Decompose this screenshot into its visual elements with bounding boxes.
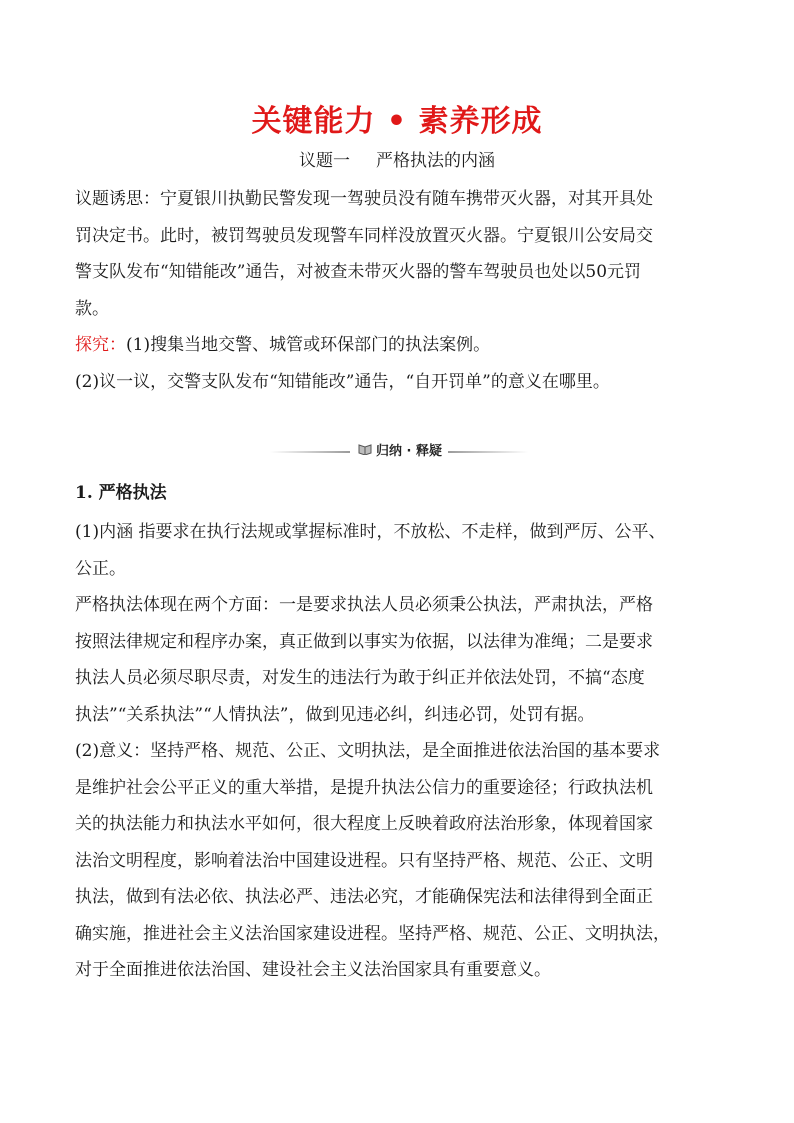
section-heading: 1. 严格执法 bbox=[75, 483, 167, 503]
divider-label: 归纳 · 释疑 bbox=[376, 443, 442, 459]
explore-line-1 bbox=[75, 327, 723, 364]
intro-line: 罚决定书。此时，被罚驾驶员发现警车同样没放置灭火器。宁夏银川公安局交 bbox=[75, 225, 653, 246]
book-icon bbox=[358, 443, 372, 455]
intro-line: 议题诱思：宁夏银川执勤民警发现一驾驶员没有随车携带灭火器，对其开具处 bbox=[75, 189, 653, 209]
intro-line: 警支队发布“知错能改”通告，对被查未带灭火器的警车驾驶员也处以50元罚 bbox=[75, 262, 642, 282]
topic-number: 议题一 bbox=[299, 151, 350, 171]
explore-item-2: (2)议一议，交警支队发布“知错能改”通告，“自开罚单”的意义在哪里。 bbox=[75, 371, 610, 392]
body-line: 严格执法体现在两个方面：一是要求执法人员必须秉公执法，严肃执法，严格 bbox=[75, 595, 653, 615]
page-title: 关键能力 • 素养形成 bbox=[251, 104, 543, 139]
body-line: 确实施，推进社会主义法治国家建设进程。坚持严格、规范、公正、文明执法， bbox=[75, 923, 670, 944]
body-line: 执法，做到有法必依、执法必严、违法必究，才能确保宪法和法律得到全面正 bbox=[75, 887, 653, 907]
body-line: 执法人员必须尽职尽责，对发生的违法行为敢于纠正并依法处罚，不搞“态度 bbox=[75, 668, 645, 688]
body-line: (1)内涵 指要求在执行法规或掌握标准时，不放松、不走样，做到严厉、公平、 bbox=[75, 522, 666, 542]
divider-rule-right bbox=[448, 451, 528, 453]
explore-label: 探究： bbox=[75, 335, 126, 355]
body-line: (2)意义：坚持严格、规范、公正、文明执法，是全面推进依法治国的基本要求 bbox=[75, 741, 661, 761]
intro-line: 款。 bbox=[75, 298, 109, 319]
intro-block bbox=[75, 181, 723, 400]
section-body bbox=[75, 514, 723, 989]
body-line: 按照法律规定和程序办案，真正做到以事实为依据，以法律为准绳；二是要求 bbox=[75, 631, 653, 652]
body-line: 是维护社会公平正义的重大举措，是提升执法公信力的重要途径；行政执法机 bbox=[75, 777, 653, 798]
topic-name: 严格执法的内涵 bbox=[376, 151, 495, 171]
body-line: 执法”“关系执法”“人情执法”，做到见违必纠，纠违必罚，处罚有据。 bbox=[75, 704, 595, 725]
divider-badge bbox=[354, 439, 446, 459]
body-line: 关的执法能力和执法水平如何，很大程度上反映着政府法治形象，体现着国家 bbox=[75, 814, 653, 834]
topic-subtitle bbox=[0, 146, 794, 171]
divider-rule-left bbox=[270, 451, 350, 453]
body-line: 法治文明程度，影响着法治中国建设进程。只有坚持严格、规范、公正、文明 bbox=[75, 850, 653, 871]
explore-item-1: (1)搜集当地交警、城管或环保部门的执法案例。 bbox=[126, 335, 491, 355]
section-divider bbox=[270, 437, 528, 459]
body-line: 公正。 bbox=[75, 558, 126, 579]
body-line: 对于全面推进依法治国、建设社会主义法治国家具有重要意义。 bbox=[75, 960, 551, 980]
